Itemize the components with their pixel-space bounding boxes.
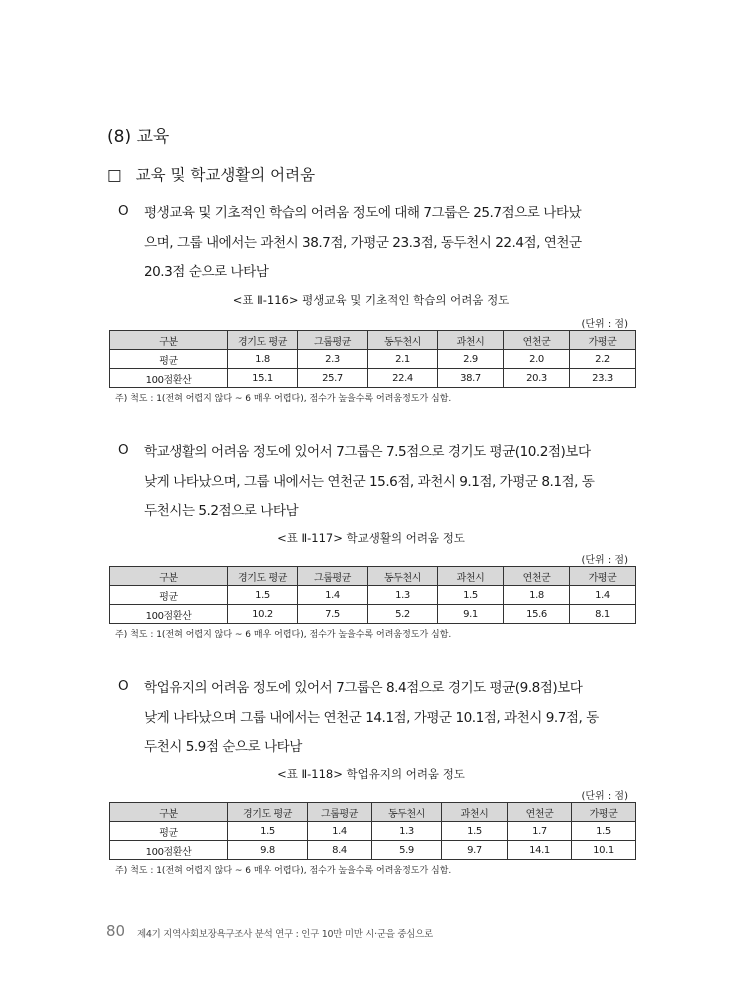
column-header: 과천시: [438, 331, 504, 350]
column-header: 동두천시: [372, 803, 442, 822]
table-cell: 1.4: [308, 822, 372, 841]
table-note: 주) 척도 : 1(전혀 어렵지 않다 ~ 6 매우 어렵다), 점수가 높을수록 어려움정도가 심함.: [115, 630, 452, 640]
column-header: 연천군: [504, 331, 570, 350]
subsection-title: 교육 및 학교생활의 어려움: [135, 166, 316, 184]
table-cell: 평균: [110, 350, 228, 369]
table-cell: 38.7: [438, 369, 504, 388]
table-header-row: [110, 803, 636, 822]
column-header: 연천군: [508, 803, 572, 822]
table-cell: 1.5: [228, 586, 298, 605]
table-cell: 2.1: [368, 350, 438, 369]
column-header: 그룹평균: [298, 567, 368, 586]
column-header: 그룹평균: [298, 331, 368, 350]
table-cell: 1.5: [228, 822, 308, 841]
table-caption: <표 Ⅱ-116> 평생교육 및 기초적인 학습의 어려움 정도: [232, 293, 510, 307]
column-header: 구분: [110, 567, 228, 586]
column-header: 가평군: [570, 567, 636, 586]
square-bullet-icon: □: [107, 166, 122, 184]
table-cell: 1.4: [298, 586, 368, 605]
paragraph-line: 으며, 그룹 내에서는 과천시 38.7점, 가평군 23.3점, 동두천시 22.4점, 연천군: [144, 234, 582, 251]
table-cell: 5.9: [372, 841, 442, 860]
table-row: [110, 822, 636, 841]
subsection-heading: [107, 163, 315, 185]
column-header: 구분: [110, 331, 228, 350]
column-header: 경기도 평균: [228, 803, 308, 822]
table-cell: 2.3: [298, 350, 368, 369]
column-header: 연천군: [504, 567, 570, 586]
table-cell: 10.1: [572, 841, 636, 860]
table-cell: 1.5: [438, 586, 504, 605]
table-caption: <표 Ⅱ-117> 학교생활의 어려움 정도: [277, 531, 465, 545]
data-table-117: [109, 566, 636, 624]
table-cell: 1.8: [228, 350, 298, 369]
paragraph-line: 낮게 나타났으며 그룹 내에서는 연천군 14.1점, 가평군 10.1점, 과천시 9.7점, 동: [144, 709, 599, 726]
table-cell: 9.8: [228, 841, 308, 860]
table-cell: 2.2: [570, 350, 636, 369]
table-cell: 22.4: [368, 369, 438, 388]
table-cell: 8.1: [570, 605, 636, 624]
table-cell: 1.8: [504, 586, 570, 605]
paragraph-line: 낮게 나타났으며, 그룹 내에서는 연천군 15.6점, 과천시 9.1점, 가평군 8.1점, 동: [144, 473, 595, 490]
table-unit: (단위 : 점): [581, 319, 628, 330]
column-header: 과천시: [442, 803, 508, 822]
table-note: 주) 척도 : 1(전혀 어렵지 않다 ~ 6 매우 어렵다), 점수가 높을수록 어려움정도가 심함.: [115, 866, 452, 876]
table-cell: 25.7: [298, 369, 368, 388]
table-cell: 100점환산: [110, 605, 228, 624]
table-cell: 1.7: [508, 822, 572, 841]
paragraph-line: 두천시는 5.2점으로 나타남: [144, 503, 299, 519]
column-header: 구분: [110, 803, 228, 822]
circle-bullet-icon: O: [118, 678, 129, 694]
column-header: 그룹평균: [308, 803, 372, 822]
table-header-row: [110, 331, 636, 350]
table-cell: 평균: [110, 586, 228, 605]
paragraph-3: [144, 674, 639, 763]
paragraph-line: 학교생활의 어려움 정도에 있어서 7그룹은 7.5점으로 경기도 평균(10.2점)보다: [144, 444, 591, 460]
column-header: 가평군: [572, 803, 636, 822]
page-number: 80: [106, 922, 126, 940]
paragraph-line: 평생교육 및 기초적인 학습의 어려움 정도에 대해 7그룹은 25.7점으로 나타났: [144, 205, 582, 221]
table-row: [110, 841, 636, 860]
column-header: 동두천시: [368, 567, 438, 586]
table-row: [110, 605, 636, 624]
running-footer: 제4기 지역사회보장욕구조사 분석 연구 : 인구 10만 미만 시·군을 중심으로: [137, 929, 433, 940]
table-unit: (단위 : 점): [581, 555, 628, 566]
circle-bullet-icon: O: [118, 203, 129, 219]
table-cell: 15.6: [504, 605, 570, 624]
column-header: 경기도 평균: [228, 331, 298, 350]
table-cell: 1.5: [442, 822, 508, 841]
paragraph-1: [144, 199, 639, 288]
table-header-row: [110, 567, 636, 586]
table-cell: 10.2: [228, 605, 298, 624]
table-row: [110, 350, 636, 369]
section-title: (8) 교육: [107, 127, 170, 147]
table-cell: 5.2: [368, 605, 438, 624]
table-cell: 1.4: [570, 586, 636, 605]
table-cell: 1.3: [372, 822, 442, 841]
table-caption: <표 Ⅱ-118> 학업유지의 어려움 정도: [277, 767, 465, 781]
table-cell: 1.5: [572, 822, 636, 841]
table-cell: 2.0: [504, 350, 570, 369]
column-header: 동두천시: [368, 331, 438, 350]
table-cell: 7.5: [298, 605, 368, 624]
paragraph-line: 20.3점 순으로 나타남: [144, 264, 269, 280]
table-cell: 8.4: [308, 841, 372, 860]
data-table-118: [109, 802, 636, 860]
table-cell: 14.1: [508, 841, 572, 860]
table-cell: 100점환산: [110, 841, 228, 860]
data-table-116: [109, 330, 636, 388]
column-header: 가평군: [570, 331, 636, 350]
table-cell: 15.1: [228, 369, 298, 388]
table-row: [110, 586, 636, 605]
table-cell: 23.3: [570, 369, 636, 388]
table-cell: 2.9: [438, 350, 504, 369]
paragraph-line: 학업유지의 어려움 정도에 있어서 7그룹은 8.4점으로 경기도 평균(9.8점)보다: [144, 680, 583, 696]
column-header: 과천시: [438, 567, 504, 586]
table-cell: 9.1: [438, 605, 504, 624]
paragraph-line: 두천시 5.9점 순으로 나타남: [144, 739, 302, 755]
circle-bullet-icon: O: [118, 442, 129, 458]
column-header: 경기도 평균: [228, 567, 298, 586]
table-note: 주) 척도 : 1(전혀 어렵지 않다 ~ 6 매우 어렵다), 점수가 높을수록 어려움정도가 심함.: [115, 394, 452, 404]
table-row: [110, 369, 636, 388]
table-cell: 1.3: [368, 586, 438, 605]
table-cell: 20.3: [504, 369, 570, 388]
table-unit: (단위 : 점): [581, 791, 628, 802]
table-cell: 평균: [110, 822, 228, 841]
paragraph-2: [144, 438, 639, 527]
table-cell: 9.7: [442, 841, 508, 860]
table-cell: 100점환산: [110, 369, 228, 388]
